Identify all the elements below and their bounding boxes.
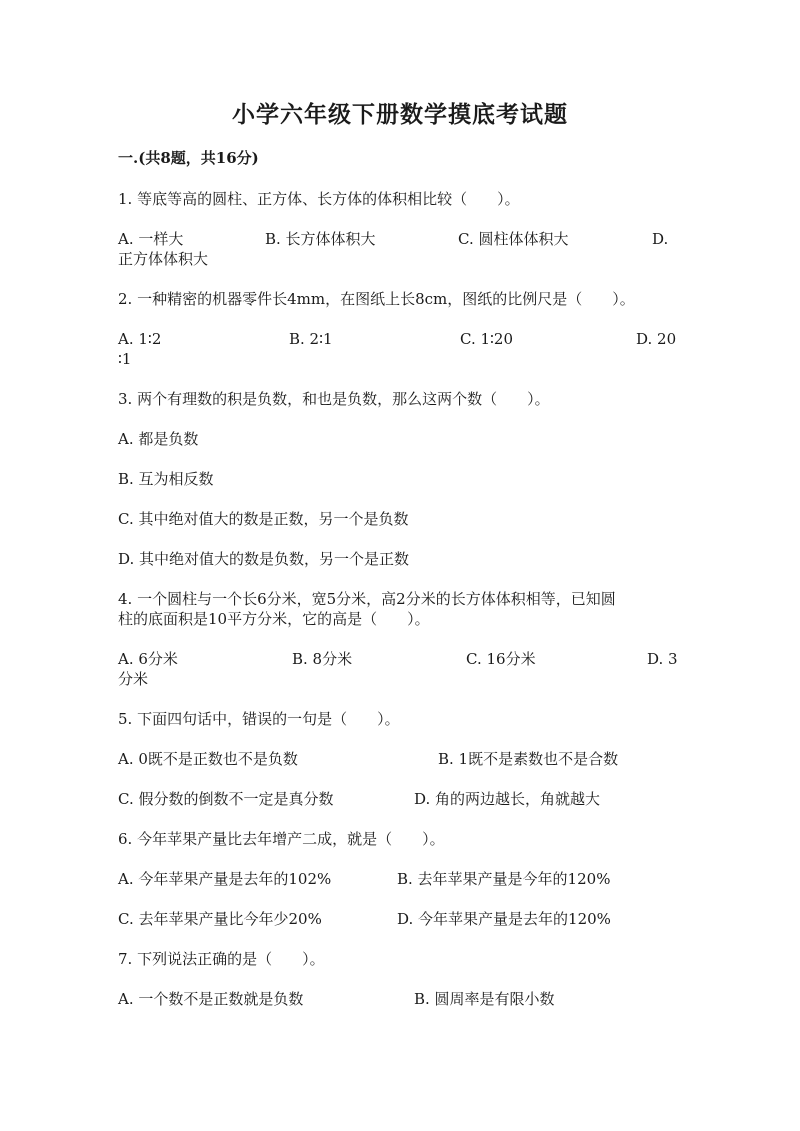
q4-option-d-wrap: 分米	[118, 670, 149, 688]
q6-option-d: D. 今年苹果产量是去年的120%	[397, 910, 611, 928]
question-4-stem: 4. 一个圆柱与一个长6分米，宽5分米，高2分米的长方体体积相等，已知圆	[118, 590, 616, 608]
q4-option-c: C. 16分米	[466, 650, 536, 668]
q7-option-a: A. 一个数不是正数就是负数	[118, 990, 304, 1008]
question-5-stem: 5. 下面四句话中，错误的一句是（ ）。	[118, 710, 400, 728]
q6-option-b: B. 去年苹果产量是今年的120%	[397, 870, 611, 888]
exam-title: 小学六年级下册数学摸底考试题	[232, 101, 568, 128]
q4-option-b: B. 8分米	[292, 650, 353, 668]
q2-option-a: A. 1∶2	[118, 330, 162, 348]
q5-option-d: D. 角的两边越长，角就越大	[414, 790, 601, 808]
q2-option-c: C. 1∶20	[460, 330, 514, 348]
question-4-stem-wrap: 柱的底面积是10平方分米，它的高是（ ）。	[118, 610, 430, 628]
q1-option-d-wrap: 正方体体积大	[118, 250, 209, 268]
q2-option-d: D. 20	[636, 330, 677, 348]
q1-option-d: D.	[652, 230, 669, 248]
q2-option-d-wrap: ∶1	[118, 350, 132, 368]
question-3-stem: 3. 两个有理数的积是负数，和也是负数，那么这两个数（ ）。	[118, 390, 550, 408]
q3-option-c: C. 其中绝对值大的数是正数，另一个是负数	[118, 510, 409, 528]
q6-option-a: A. 今年苹果产量是去年的102%	[118, 870, 332, 888]
question-6-stem: 6. 今年苹果产量比去年增产二成，就是（ ）。	[118, 830, 445, 848]
q5-option-b: B. 1既不是素数也不是合数	[438, 750, 619, 768]
q1-option-b: B. 长方体体积大	[265, 230, 376, 248]
q5-option-c: C. 假分数的倒数不一定是真分数	[118, 790, 334, 808]
question-1-stem: 1. 等底等高的圆柱、正方体、长方体的体积相比较（ ）。	[118, 190, 520, 208]
question-7-stem: 7. 下列说法正确的是（ ）。	[118, 950, 325, 968]
q4-option-a: A. 6分米	[118, 650, 178, 668]
q3-option-d: D. 其中绝对值大的数是负数，另一个是正数	[118, 550, 410, 568]
q6-option-c: C. 去年苹果产量比今年少20%	[118, 910, 322, 928]
q1-option-c: C. 圆柱体体积大	[458, 230, 569, 248]
q2-option-b: B. 2∶1	[289, 330, 333, 348]
q7-option-b: B. 圆周率是有限小数	[414, 990, 555, 1008]
q4-option-d: D. 3	[647, 650, 678, 668]
section-heading: 一.(共8题，共16分)	[118, 149, 259, 167]
q3-option-b: B. 互为相反数	[118, 470, 214, 488]
q3-option-a: A. 都是负数	[118, 430, 199, 448]
q5-option-a: A. 0既不是正数也不是负数	[118, 750, 298, 768]
question-2-stem: 2. 一种精密的机器零件长4mm，在图纸上长8cm，图纸的比例尺是（ ）。	[118, 290, 635, 308]
q1-option-a: A. 一样大	[118, 230, 184, 248]
